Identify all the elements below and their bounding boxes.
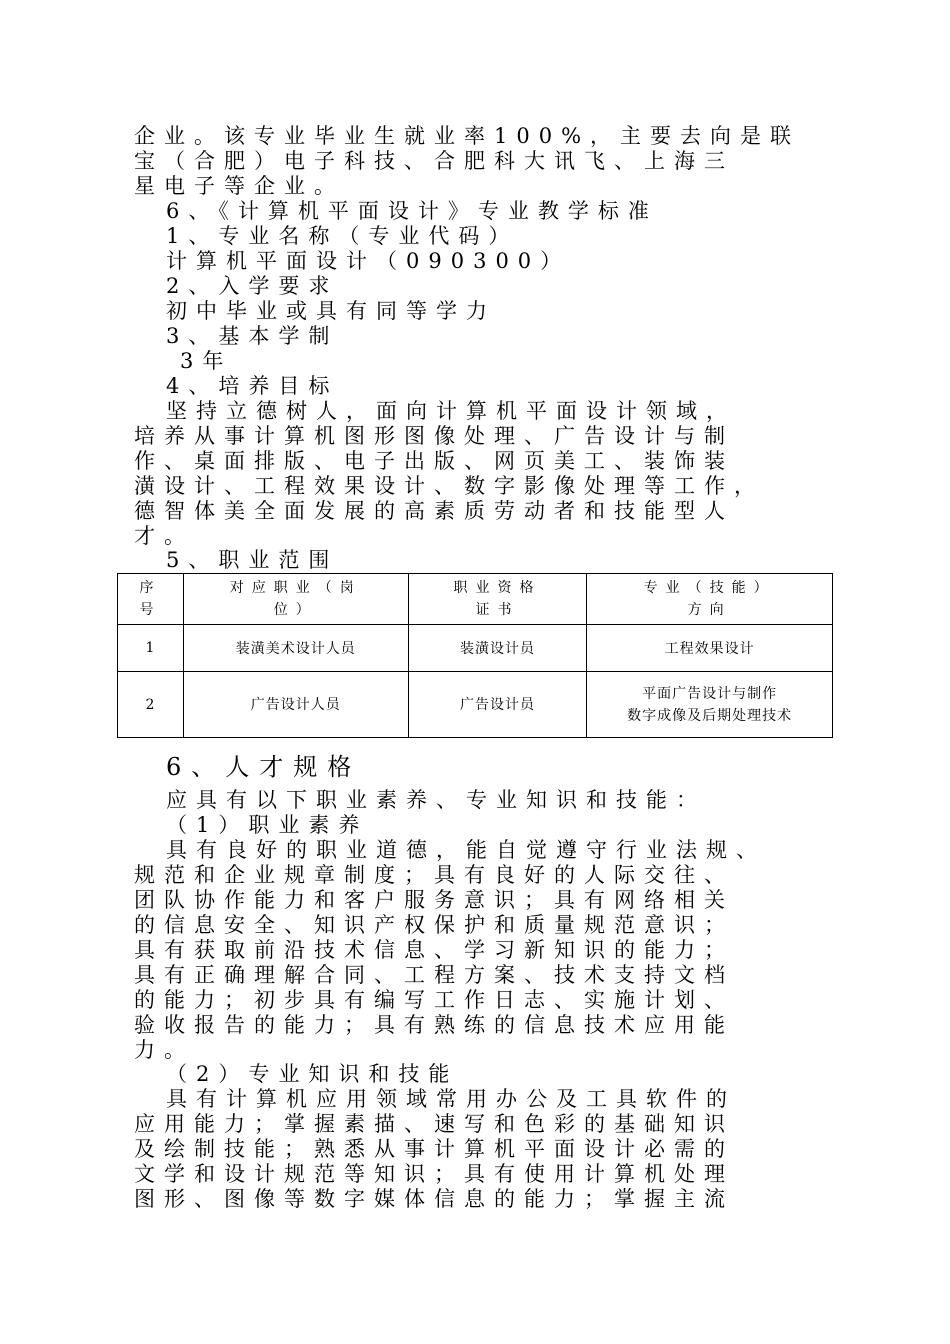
paragraph-line: 德智体美全面发展的高素质劳动者和技能型人 <box>134 499 734 523</box>
table-cell: 装潢美术设计人员 <box>183 625 408 672</box>
table-cell: 工程效果设计 <box>587 625 833 672</box>
paragraph-line: 的能力；初步具有编写工作日志、实施计划、 <box>134 988 734 1012</box>
paragraph-line: 及绘制技能；熟悉从事计算机平面设计必需的 <box>134 1137 734 1161</box>
table-cell: 平面广告设计与制作 数字成像及后期处理技术 <box>587 672 833 738</box>
paragraph-line: 星电子等企业。 <box>134 174 344 198</box>
paragraph-line: 团队协作能力和客户服务意识；具有网络相关 <box>134 888 734 912</box>
subsection-title: （2）专业知识和技能 <box>166 1062 459 1086</box>
paragraph-line: 规范和企业规章制度；具有良好的人际交往、 <box>134 863 734 887</box>
paragraph-line: 具有正确理解合同、工程方案、技术支持文档 <box>134 963 734 987</box>
table-cell: 广告设计员 <box>408 672 587 738</box>
paragraph-line: 坚持立德树人，面向计算机平面设计领域， <box>166 399 736 423</box>
paragraph-line: 潢设计、工程效果设计、数字影像处理等工作， <box>134 474 764 498</box>
paragraph-line: 宝（合肥）电子科技、合肥科大讯飞、上海三 <box>134 149 734 173</box>
paragraph-line: 应具有以下职业素养、专业知识和技能： <box>166 788 706 812</box>
table-header-cell: 职业资格 证书 <box>408 574 587 625</box>
paragraph-line: 计算机平面设计（090300） <box>166 249 571 273</box>
table-header-cell: 对应职业（岗 位） <box>183 574 408 625</box>
paragraph-line: 具有计算机应用领域常用办公及工具软件的 <box>166 1087 736 1111</box>
table-cell: 广告设计人员 <box>183 672 408 738</box>
subsection-title: 3、基本学制 <box>166 324 339 348</box>
paragraph-line: 具有良好的职业道德，能自觉遵守行业法规、 <box>166 838 766 862</box>
paragraph-line: 验收报告的能力；具有熟练的信息技术应用能 <box>134 1013 734 1037</box>
paragraph-line: 应用能力；掌握素描、速写和色彩的基础知识 <box>134 1112 734 1136</box>
paragraph-line: 具有获取前沿技术信息、学习新知识的能力； <box>134 938 734 962</box>
paragraph-line: 作、桌面排版、电子出版、网页美工、装饰装 <box>134 449 734 473</box>
subsection-title: 2、入学要求 <box>166 274 339 298</box>
paragraph-line: 企业。该专业毕业生就业率100%，主要去向是联 <box>134 124 801 148</box>
subsection-title: 4、培养目标 <box>166 374 339 398</box>
paragraph-line: 的信息安全、知识产权保护和质量规范意识； <box>134 913 734 937</box>
table-row <box>118 625 833 672</box>
paragraph-line: 力。 <box>134 1038 194 1062</box>
subsection-title: 1、专业名称（专业代码） <box>166 224 519 248</box>
subsection-title: 5、职业范围 <box>166 548 339 572</box>
paragraph-line: 才。 <box>134 524 194 548</box>
paragraph-line: 3年 <box>180 349 233 373</box>
table-cell: 2 <box>118 672 184 738</box>
subsection-title: （1）职业素养 <box>166 813 369 837</box>
table-row <box>118 672 833 738</box>
table-cell: 1 <box>118 625 184 672</box>
section-heading: 6、人才规格 <box>166 753 362 781</box>
table-cell: 装潢设计员 <box>408 625 587 672</box>
table-header-cell: 序 号 <box>118 574 184 625</box>
paragraph-line: 培养从事计算机图形图像处理、广告设计与制 <box>134 424 734 448</box>
table-header-cell: 专业（技能） 方向 <box>587 574 833 625</box>
paragraph-line: 图形、图像等数字媒体信息的能力；掌握主流 <box>134 1187 734 1211</box>
paragraph-line: 文学和设计规范等知识；具有使用计算机处理 <box>134 1162 734 1186</box>
section-title: 6、《计算机平面设计》专业教学标准 <box>166 199 658 223</box>
career-table <box>117 573 833 738</box>
table-header-row <box>118 574 833 625</box>
paragraph-line: 初中毕业或具有同等学力 <box>166 299 496 323</box>
